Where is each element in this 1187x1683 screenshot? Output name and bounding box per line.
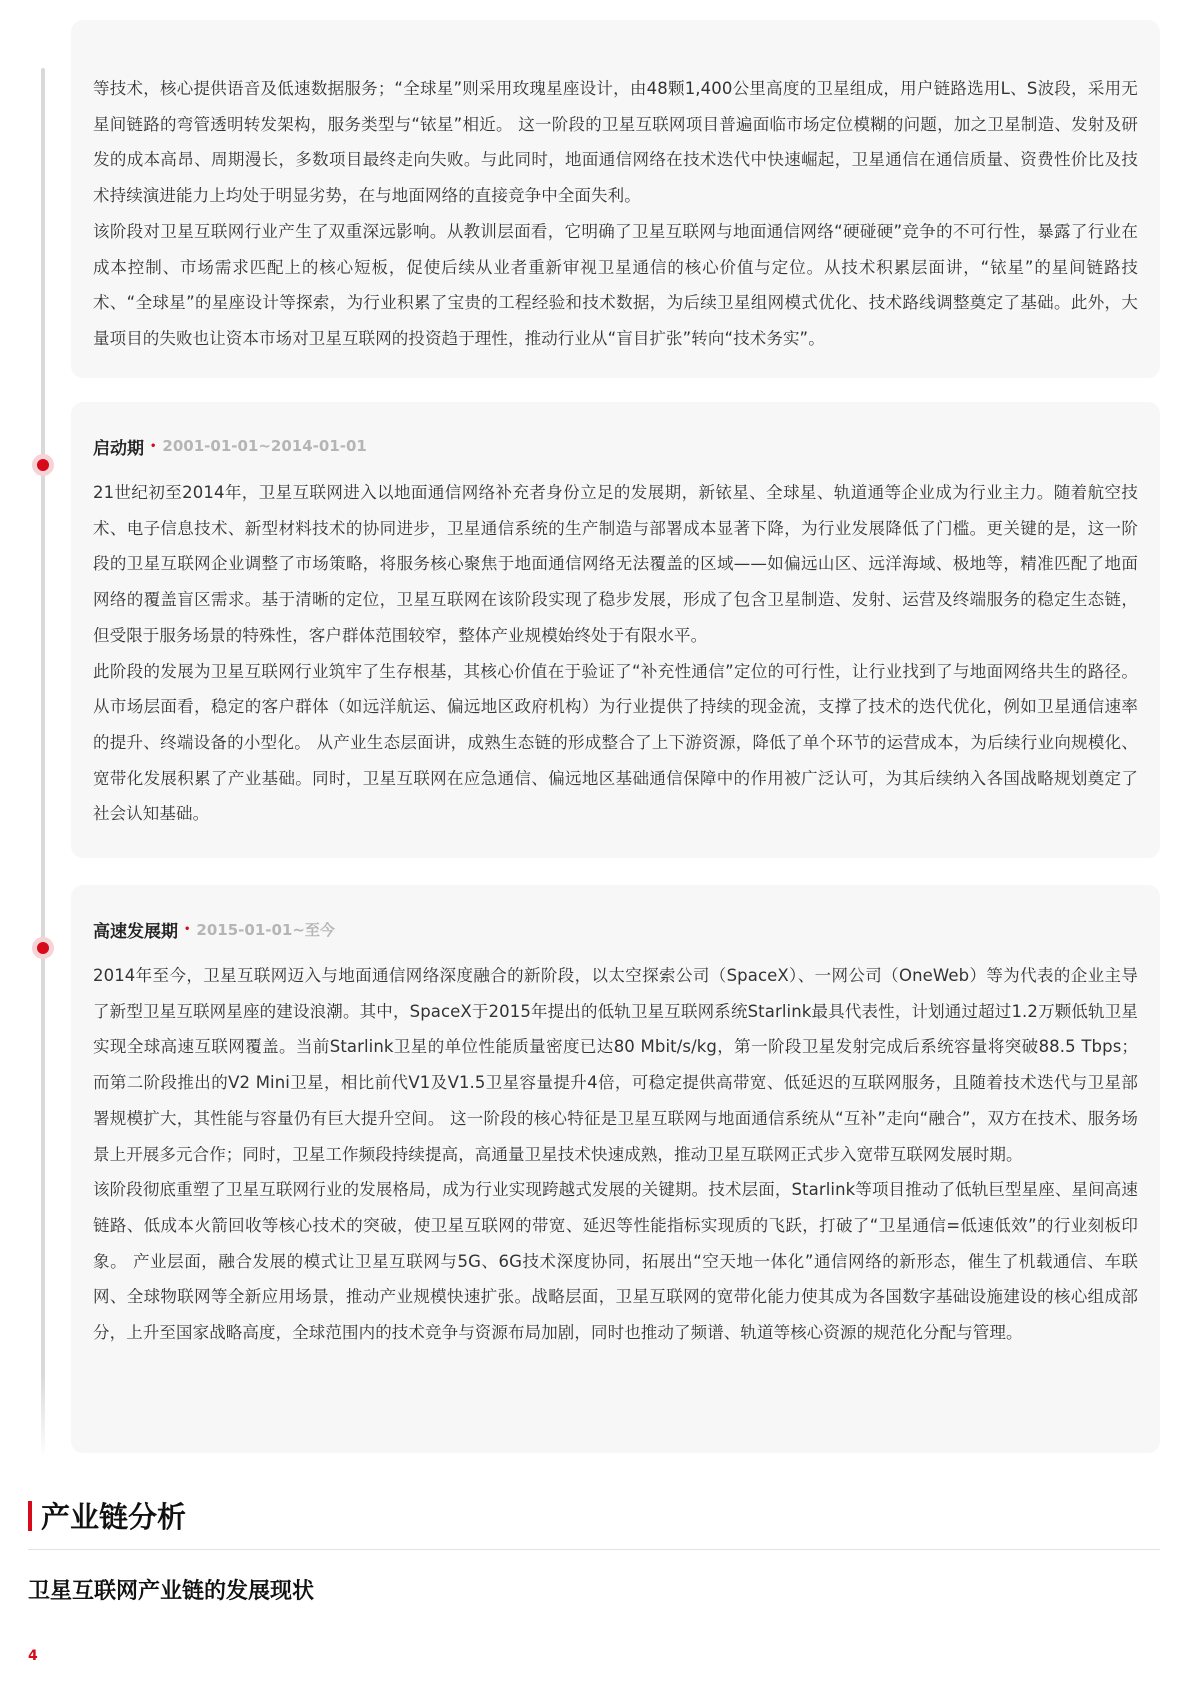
timeline-card-body — [93, 475, 1138, 832]
timeline-paragraph: 该阶段彻底重塑了卫星互联网行业的发展格局，成为行业实现跨越式发展的关键期。技术层面，Starlink等项目推动了低轨巨型星座、星间高速链路、低成本火箭回收等核心技术的突破，使卫星互联网的带宽、延迟等性能指标实现质的飞跃，打破了“卫星通信=低速低效”的行业刻板印象。 产业层面，融合发展的模式让卫星互联网与5G、6G技术深度协同，拓展出“空天地一体化”通信网络的新形态，催生了机载通信、车联网、全球物联网等全新应用场景，推动产业规模快速扩张。战略层面，卫星互联网的宽带化能力使其成为各国数字基础设施建设的核心组成部分，上升至国家战略高度，全球范围内的技术竞争与资源布局加剧，同时也推动了频谱、轨道等核心资源的规范化分配与管理。 — [93, 1180, 1138, 1343]
timeline-line — [41, 68, 45, 1458]
timeline-dot — [32, 937, 54, 959]
section-accent-bar — [28, 1501, 32, 1531]
timeline-dot — [32, 454, 54, 476]
stage-date: 2001-01-01~2014-01-01 — [162, 437, 367, 455]
subsection-title: 卫星互联网产业链的发展现状 — [28, 1579, 315, 1604]
title-separator: • — [184, 923, 191, 935]
timeline-paragraph: 此阶段的发展为卫星互联网行业筑牢了生存根基，其核心价值在于验证了“补充性通信”定位的可行性，让行业找到了与地面网络共生的路径。从市场层面看，稳定的客户群体（如远洋航运、偏远地区政府机构）为行业提供了持续的现金流，支撑了技术的迭代优化，例如卫星通信速率的提升、终端设备的小型化。 从产业生态层面讲，成熟生态链的形成整合了上下游资源，降低了单个环节的运营成本，为后续行业向规模化、宽带化发展积累了产业基础。同时，卫星互联网在应急通信、偏远地区基础通信保障中的作用被广泛认可，为其后续纳入各国战略规划奠定了社会认知基础。 — [93, 661, 1138, 824]
title-separator: • — [150, 440, 157, 452]
timeline-card-continued — [71, 20, 1160, 378]
timeline-card-header — [93, 402, 1138, 465]
timeline-paragraph: 21世纪初至2014年，卫星互联网进入以地面通信网络补充者身份立足的发展期，新铱星、全球星、轨道通等企业成为行业主力。随着航空技术、电子信息技术、新型材料技术的协同进步，卫星通信系统的生产制造与部署成本显著下降，为行业发展降低了门槛。更关键的是，这一阶段的卫星互联网企业调整了市场策略，将服务核心聚焦于地面通信网络无法覆盖的区域——如偏远山区、远洋海域、极地等，精准匹配了地面网络的覆盖盲区需求。基于清晰的定位，卫星互联网在该阶段实现了稳步发展，形成了包含卫星制造、发射、运营及终端服务的稳定生态链，但受限于服务场景的特殊性，客户群体范围较窄，整体产业规模始终处于有限水平。 — [93, 483, 1138, 645]
timeline-paragraph: 2014年至今，卫星互联网迈入与地面通信网络深度融合的新阶段，以太空探索公司（SpaceX）、一网公司（OneWeb）等为代表的企业主导了新型卫星互联网星座的建设浪潮。其中，SpaceX于2015年提出的低轨卫星互联网系统Starlink最具代表性，计划通过超过1.2万颗低轨卫星实现全球高速互联网覆盖。当前Starlink卫星的单位性能质量密度已达80 Mbit/s/kg，第一阶段卫星发射完成后系统容量将突破88.5 Tbps；而第二阶段推出的V2 Mini卫星，相比前代V1及V1.5卫星容量提升4倍，可稳定提供高带宽、低延迟的互联网服务，且随着技术迭代与卫星部署规模扩大，其性能与容量仍有巨大提升空间。 这一阶段的核心特征是卫星互联网与地面通信系统从“互补”走向“融合”，双方在技术、服务场景上开展多元合作；同时，卫星工作频段持续提高，高通量卫星技术快速成熟，推动卫星互联网正式步入宽带互联网发展时期。 — [93, 966, 1138, 1164]
timeline-card-launch-stage — [71, 402, 1160, 858]
page-number: 4 — [28, 1648, 38, 1664]
timeline-card-rapid-growth-stage — [71, 885, 1160, 1453]
timeline-card-header — [93, 885, 1138, 948]
timeline-paragraph: 该阶段对卫星互联网行业产生了双重深远影响。从教训层面看，它明确了卫星互联网与地面通信网络“硬碰硬”竞争的不可行性，暴露了行业在成本控制、市场需求匹配上的核心短板，促使后续从业者重新审视卫星通信的核心价值与定位。从技术积累层面讲，“铱星”的星间链路技术、“全球星”的星座设计等探索，为行业积累了宝贵的工程经验和技术数据，为后续卫星组网模式优化、技术路线调整奠定了基础。此外，大量项目的失败也让资本市场对卫星互联网的投资趋于理性，推动行业从“盲目扩张”转向“技术务实”。 — [93, 221, 1138, 348]
timeline-card-body — [93, 958, 1138, 1351]
section-title: 产业链分析 — [41, 1500, 187, 1534]
timeline-card-body — [93, 20, 1138, 357]
stage-title: 启动期 — [93, 438, 144, 459]
section-divider — [28, 1549, 1160, 1550]
stage-date: 2015-01-01~至今 — [196, 920, 335, 939]
section-heading — [28, 1495, 186, 1536]
stage-title: 高速发展期 — [93, 921, 178, 942]
timeline-paragraph: 等技术，核心提供语音及低速数据服务；“全球星”则采用玫瑰星座设计，由48颗1,400公里高度的卫星组成，用户链路选用L、S波段，采用无星间链路的弯管透明转发架构，服务类型与“铱星”相近。 这一阶段的卫星互联网项目普遍面临市场定位模糊的问题，加之卫星制造、发射及研发的成本高昂、周期漫长，多数项目最终走向失败。与此同时，地面通信网络在技术迭代中快速崛起，卫星通信在通信质量、资费性价比及技术持续演进能力上均处于明显劣势，在与地面网络的直接竞争中全面失利。 — [93, 79, 1138, 206]
